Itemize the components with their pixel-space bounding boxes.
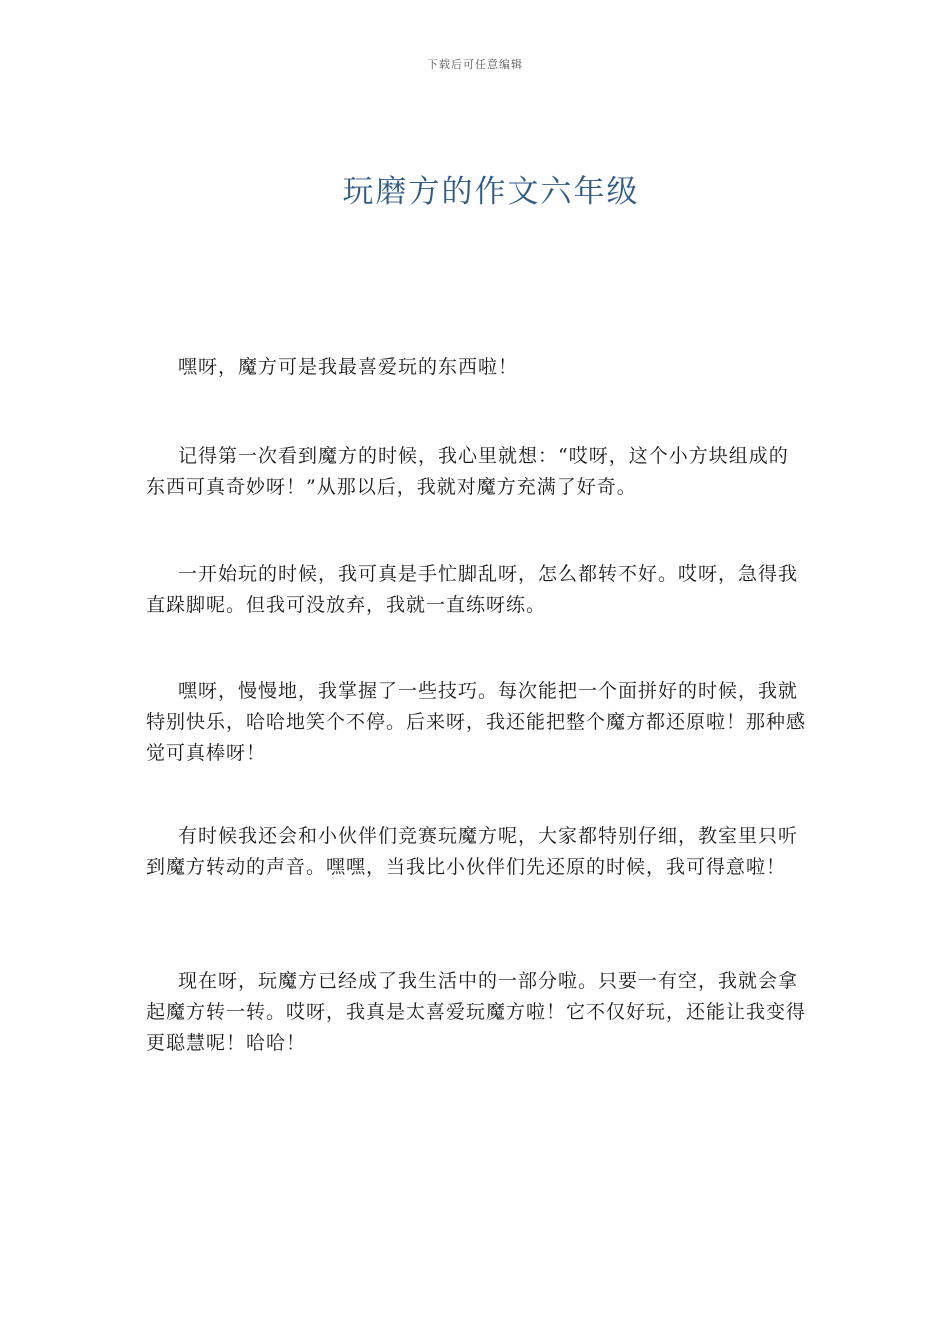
paragraph-5: 有时候我还会和小伙伴们竞赛玩魔方呢，大家都特别仔细，教室里只听到魔方转动的声音。嘿嘿，当我比小伙伴们先还原的时候，我可得意啦！: [146, 825, 799, 878]
header-note: 下载后可任意编辑: [427, 58, 523, 71]
document-title: 玩磨方的作文六年级: [342, 174, 640, 210]
paragraph-2: 记得第一次看到魔方的时候，我心里就想：“哎呀，这个小方块组成的东西可真奇妙呀！”从那以后，我就对魔方充满了好奇。: [146, 445, 789, 498]
paragraph-3: 一开始玩的时候，我可真是手忙脚乱呀，怎么都转不好。哎呀，急得我直跺脚呢。但我可没放弃，我就一直练呀练。: [146, 563, 799, 616]
paragraph-6: 现在呀，玩魔方已经成了我生活中的一部分啦。只要一有空，我就会拿起魔方转一转。哎呀，我真是太喜爱玩魔方啦！它不仅好玩，还能让我变得更聪慧呢！哈哈！: [146, 970, 807, 1054]
paragraph-1: 嘿呀，魔方可是我最喜爱玩的东西啦！: [178, 356, 519, 378]
paragraph-4: 嘿呀，慢慢地，我掌握了一些技巧。每次能把一个面拼好的时候，我就特别快乐，哈哈地笑个不停。后来呀，我还能把整个魔方都还原啦！那种感觉可真棒呀！: [146, 680, 807, 764]
